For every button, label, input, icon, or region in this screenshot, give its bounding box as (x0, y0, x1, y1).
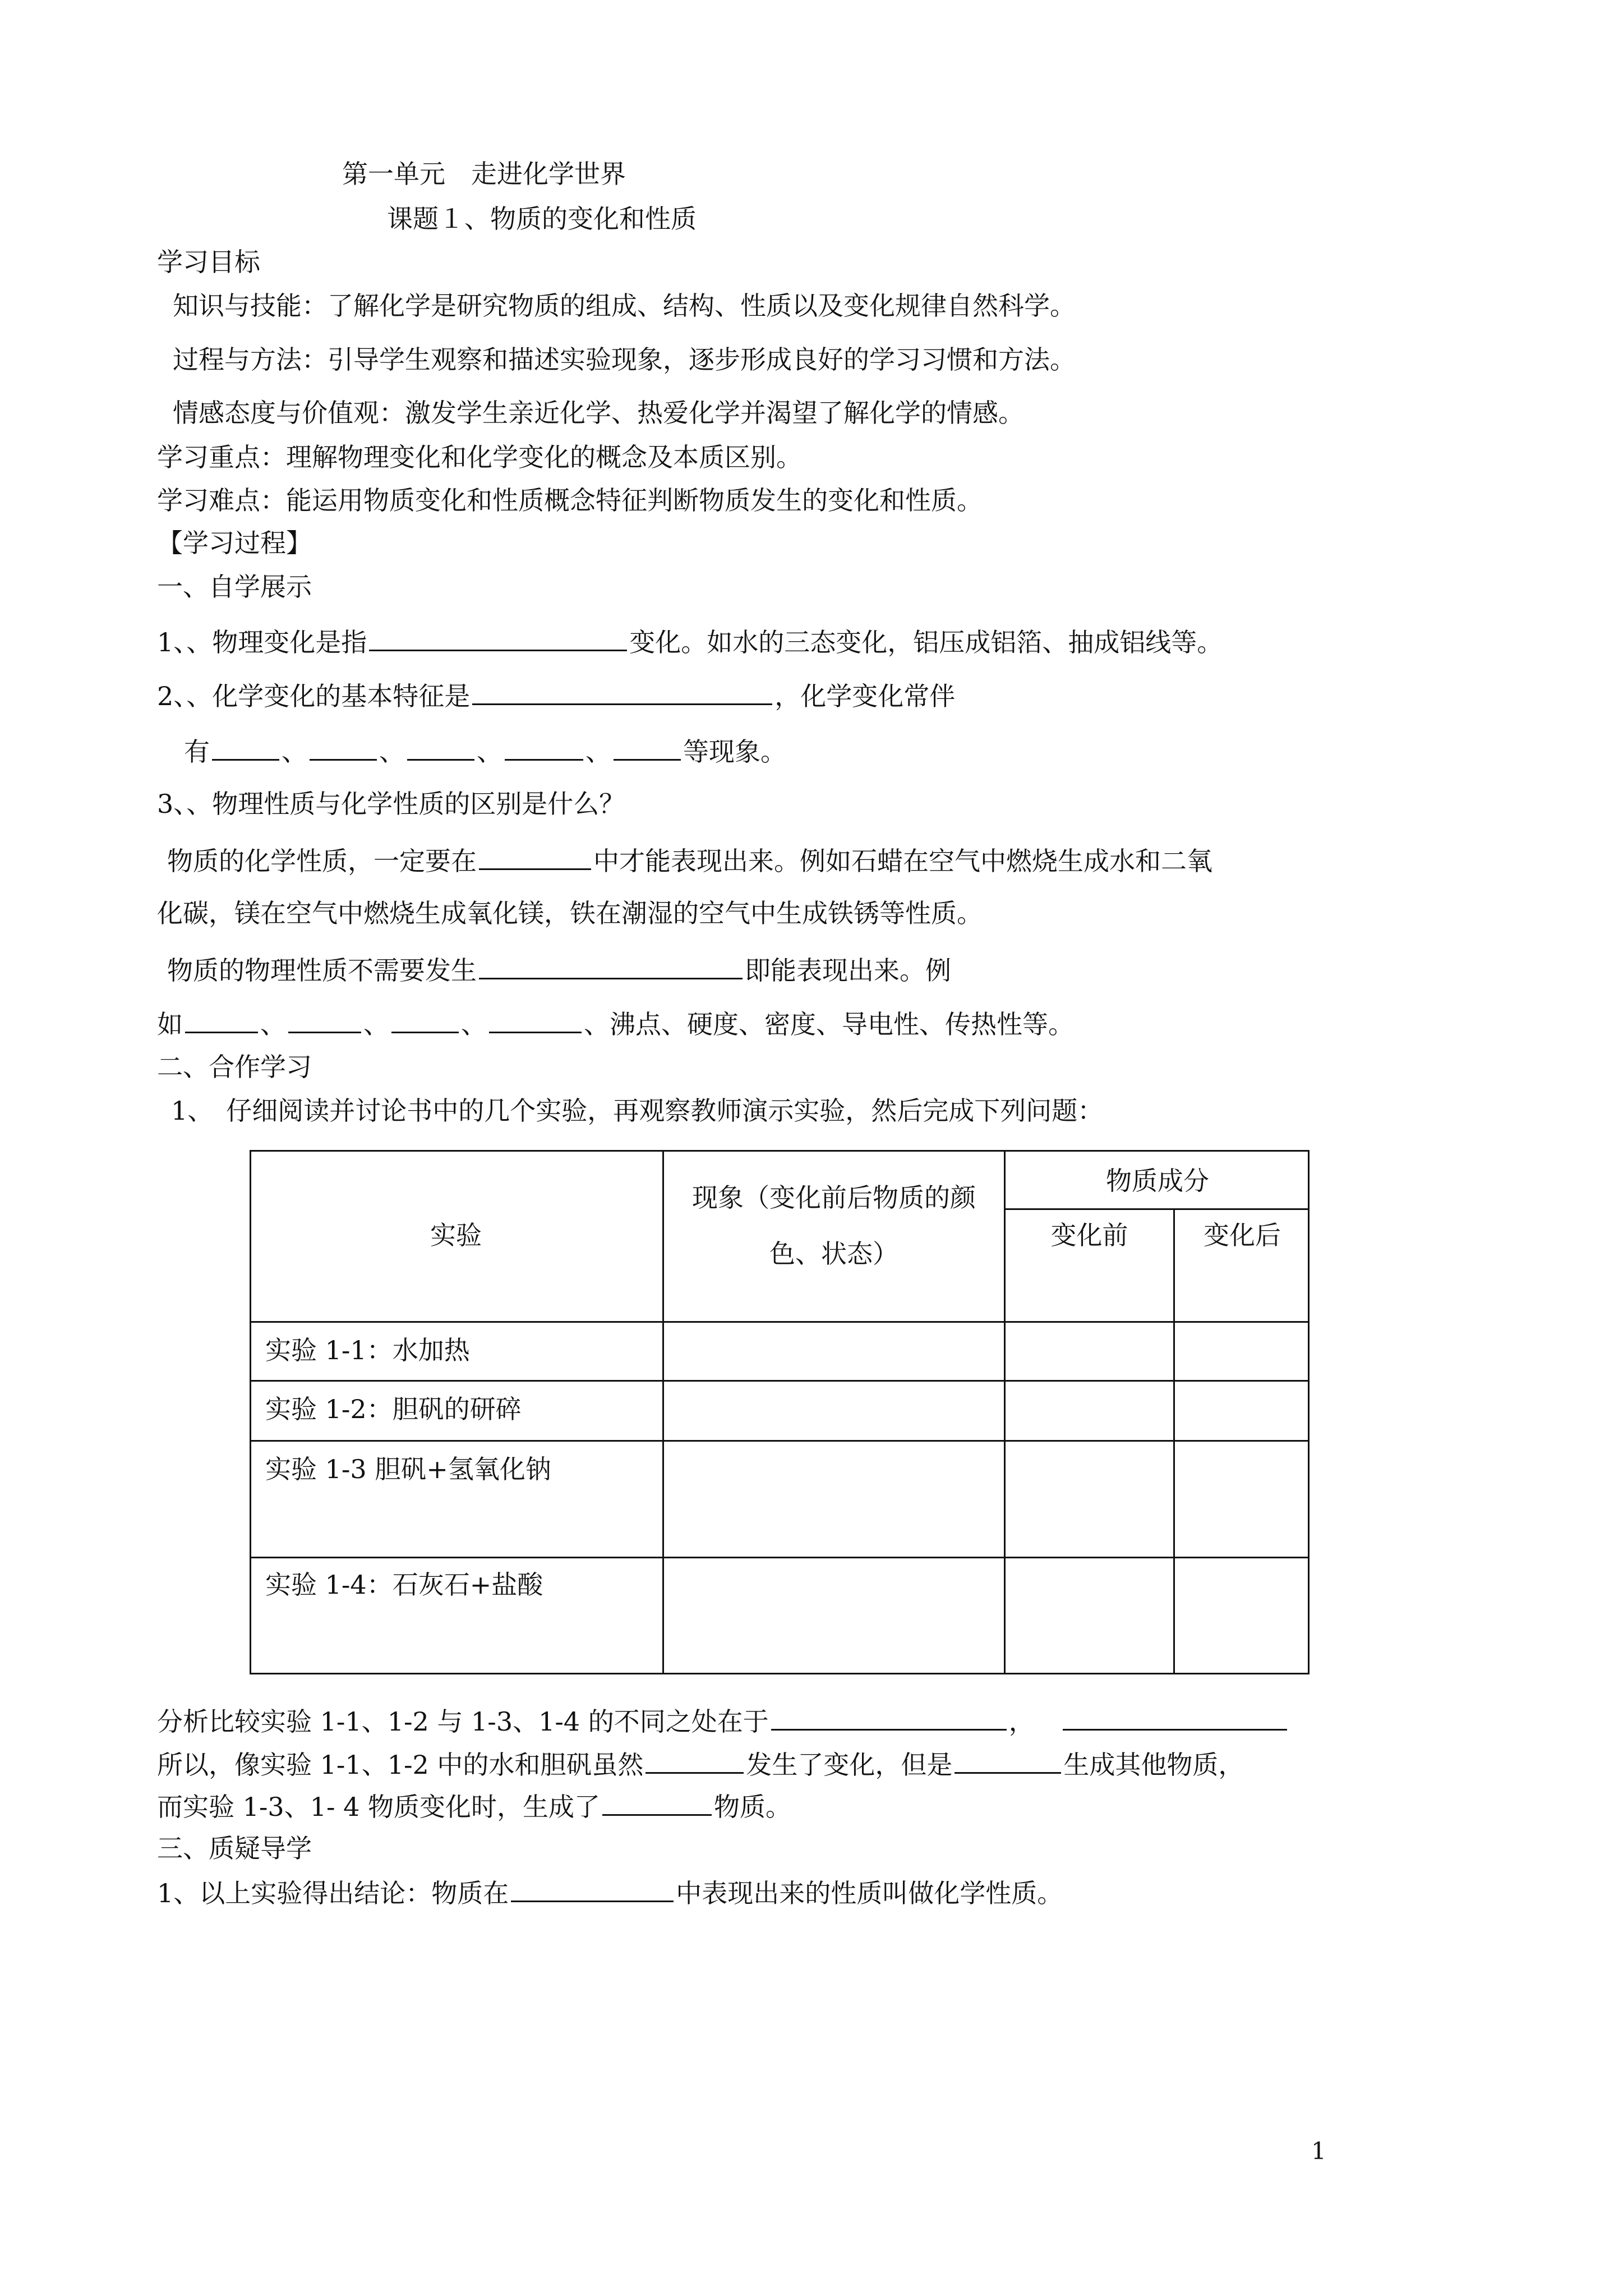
goal-emotion: 情感态度与价值观：激发学生亲近化学、热爱化学并渴望了解化学的情感。 (173, 398, 1024, 428)
section3-heading: 三、质疑导学 (157, 1833, 312, 1864)
answer-blank[interactable] (479, 952, 743, 979)
header-experiment: 实验 (430, 1220, 482, 1250)
q1-suffix: 变化。如水的三态变化，铝压成铝箔、抽成铝线等。 (629, 627, 1223, 657)
process-heading: 【学习过程】 (157, 528, 312, 558)
answer-blank[interactable] (479, 843, 591, 870)
header-after: 变化后 (1204, 1220, 1281, 1250)
answer-blank[interactable] (771, 1703, 1007, 1731)
chemical-property-line-1 (167, 843, 1212, 878)
header-before: 变化前 (1050, 1220, 1128, 1250)
phys-end: 、沸点、硬度、密度、导电性、传热性等。 (584, 1009, 1074, 1039)
section3-question-1 (157, 1875, 1063, 1910)
table-row: 实验 1-3 胆矾+氢氧化钠 (265, 1454, 551, 1484)
answer-blank[interactable] (369, 624, 627, 651)
page-number: 1 (1311, 2137, 1326, 2165)
answer-blank[interactable] (511, 1875, 674, 1902)
q2-end: 等现象。 (683, 737, 786, 767)
answer-blank[interactable] (288, 1006, 361, 1033)
analysis-2a: 所以，像实验 1-1、1-2 中的水和胆矾虽然 (157, 1750, 644, 1780)
lesson-title: 课题１、物质的变化和性质 (387, 204, 697, 234)
separator: 、 (585, 737, 611, 767)
s3q1-prefix: 1、以上实验得出结论：物质在 (157, 1878, 509, 1908)
phys-lead: 如 (157, 1009, 183, 1039)
separator: 、 (260, 1009, 286, 1039)
table-row: 实验 1-1：水加热 (265, 1335, 470, 1365)
s3q1-suffix: 中表现出来的性质叫做化学性质。 (676, 1878, 1063, 1908)
physical-property-line-1 (167, 952, 951, 987)
answer-blank[interactable] (407, 733, 474, 761)
answer-blank[interactable] (602, 1788, 712, 1816)
table-row: 实验 1-2：胆矾的研碎 (265, 1394, 522, 1424)
header-phenomenon-line-2: 色、状态） (769, 1239, 898, 1269)
key-point: 学习重点：理解物理变化和化学变化的概念及本质区别。 (157, 442, 802, 472)
q1-prefix: 1、、物理变化是指 (157, 627, 367, 657)
analysis-line-2 (157, 1746, 1244, 1782)
unit-title: 第一单元 走进化学世界 (342, 159, 626, 189)
chem-suffix: 中才能表现出来。例如石蜡在空气中燃烧生成水和二氧 (593, 846, 1212, 876)
question-2-phenomena (184, 733, 786, 769)
goal-process: 过程与方法：引导学生观察和描述实验现象，逐步形成良好的学习习惯和方法。 (173, 344, 1076, 375)
header-composition: 物质成分 (1106, 1166, 1209, 1196)
header-phenomenon-line-1: 现象（变化前后物质的颜 (692, 1182, 976, 1213)
separator: 、 (363, 1009, 389, 1039)
separator: ， (1008, 1706, 1035, 1737)
answer-blank[interactable] (391, 1006, 459, 1033)
q2-prefix: 2、、化学变化的基本特征是 (157, 681, 471, 711)
separator: 、 (379, 737, 405, 767)
analysis-line-1 (157, 1703, 1289, 1738)
answer-blank[interactable] (310, 733, 377, 761)
separator: 、 (461, 1009, 487, 1039)
chemical-property-line-2: 化碳，镁在空气中燃烧生成氧化镁，铁在潮湿的空气中生成铁锈等性质。 (157, 898, 983, 928)
analysis-prefix: 分析比较实验 1-1、1-2 与 1-3、1-4 的不同之处在于 (157, 1706, 769, 1737)
section2-task: 1、 仔细阅读并讨论书中的几个实验，再观察教师演示实验，然后完成下列问题： (171, 1096, 1104, 1126)
analysis-2b: 发生了变化，但是 (746, 1750, 953, 1780)
section2-heading: 二、合作学习 (157, 1052, 312, 1082)
question-1 (157, 624, 1223, 659)
analysis-line-3 (157, 1788, 791, 1824)
separator: 、 (477, 737, 502, 767)
experiment-table (250, 1150, 1310, 1674)
separator: 、 (282, 737, 307, 767)
question-2 (157, 678, 955, 713)
physical-property-line-2 (157, 1006, 1074, 1041)
answer-blank[interactable] (1063, 1703, 1287, 1731)
answer-blank[interactable] (614, 733, 681, 761)
answer-blank[interactable] (489, 1006, 582, 1033)
phys-suffix: 即能表现出来。例 (745, 955, 951, 986)
goal-knowledge: 知识与技能：了解化学是研究物质的组成、结构、性质以及变化规律自然科学。 (173, 291, 1076, 321)
question-3: 3、、物理性质与化学性质的区别是什么？ (157, 789, 625, 819)
analysis-3a: 而实验 1-3、1- 4 物质变化时，生成了 (157, 1792, 601, 1822)
table-row: 实验 1-4：石灰石+盐酸 (265, 1570, 543, 1600)
phys-prefix: 物质的物理性质不需要发生 (167, 955, 477, 986)
analysis-3b: 物质。 (714, 1792, 792, 1822)
goals-heading: 学习目标 (157, 247, 260, 277)
difficult-point: 学习难点：能运用物质变化和性质概念特征判断物质发生的变化和性质。 (157, 485, 983, 516)
answer-blank[interactable] (185, 1006, 258, 1033)
q2-middle: ，化学变化常伴 (774, 681, 956, 711)
section1-heading: 一、自学展示 (157, 572, 312, 602)
analysis-2c: 生成其他物质， (1063, 1750, 1244, 1780)
answer-blank[interactable] (955, 1746, 1061, 1774)
answer-blank[interactable] (212, 733, 279, 761)
q2-lead: 有 (184, 737, 210, 767)
chem-prefix: 物质的化学性质，一定要在 (167, 846, 477, 876)
answer-blank[interactable] (645, 1746, 744, 1774)
answer-blank[interactable] (505, 733, 583, 761)
answer-blank[interactable] (472, 678, 772, 705)
